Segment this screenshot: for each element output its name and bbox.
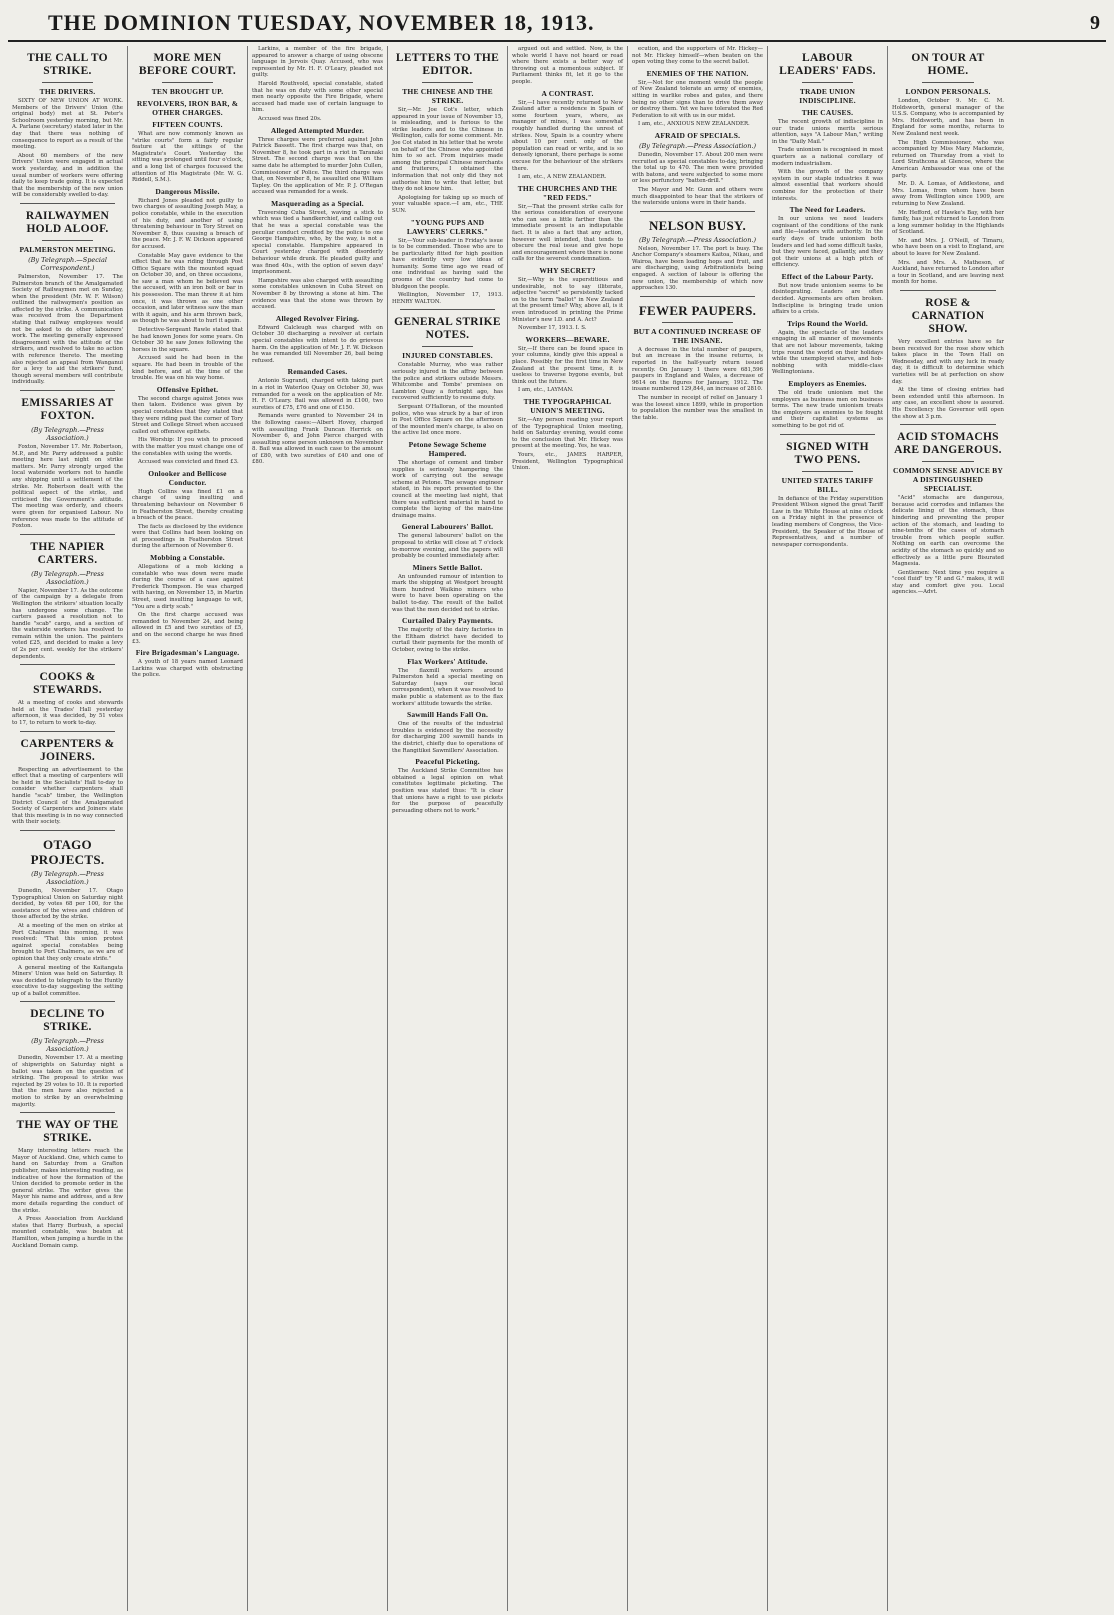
article-subheading: REVOLVERS, IRON BAR, & OTHER CHARGES. [136,99,239,117]
article-body [632,347,763,422]
paragraph: With the growth of the company system in our staple industries it was almost essential that workers should combine for the protection of their interests. [772,169,883,202]
column-rule [780,434,875,435]
masthead-title: THE DOMINION TUESDAY, NOVEMBER 18, 1913. [48,10,595,35]
column-6 [628,46,768,1611]
article [132,648,243,679]
paragraph: Richard Jones pleaded not guilty to two charges of assaulting Joseph May, a police constable, while in the execution of his duty, and another of using threatening behaviour in Tory Street on November 8, thus causing a breach of the peace. Mr. J. F. W. Dickson appeared for accused. [132,197,243,250]
article [132,553,243,645]
paragraph: On the first charge accused was remanded to November 24, and being allowed in £5 and two sureties of £5, and on the second charge he was fined £3. [132,612,243,645]
article-headline: DECLINE TO STRIKE. [30,1008,105,1034]
column-rule [640,296,755,297]
column-rule [20,390,115,391]
paragraph: Accused was fined 20s. [258,115,322,122]
headline-rule [162,82,213,83]
article [632,69,763,128]
paragraph: The majority of the dairy factories in the Eltham district have decided to curtail their payments for the month of October, owing to the strike. [392,627,503,654]
article [12,1001,123,1108]
article [512,266,623,332]
paragraph: Antonio Sugrandi, charged with taking part in a riot in Waterloo Quay on October 30, was remanded for a week on the application of Mr. H. F. O'Leary. Bail was allowed in £100, two sureties of £75, £76 and one of £150. [252,378,383,411]
article [392,657,503,708]
paragraph: Wellington, November 17, 1913. HENRY WALTON. [392,292,503,305]
article-body [512,346,623,394]
column-4 [388,46,508,1611]
article-body [132,131,243,184]
paragraph: Dunedin, November 17. Otago Typographical Union on Saturday night decided, by votes 68 per 100, for the assistance of the wives and children of those affected by the strike. [12,887,123,921]
paragraph: In our unions we need leaders cognisant of the conditions of the rank and file—leaders with authority. In the early days of trade unionism both leaders and led had some difficult tasks, but they were faced, gallantly, and they got their unions at a high pitch of efficiency. [772,216,883,269]
paragraph: Gentlemen: Next time you require a "cool fluid" try "P. and G." makes, it will stay and comfort give you. Local agencies.—Advt. [892,569,1004,596]
article-subheading: General Labourers' Ballot. [401,522,494,532]
article [512,397,623,472]
column-5 [508,46,628,1611]
article-headline: ACID STOMACHS ARE DANGEROUS. [894,431,1002,457]
paragraph: Constable Murray, who was rather seriously injured in the affray between the police and strikers outside Messrs. Whitcombe and Tombs' premises on Lambton Quay a fortnight ago, has recovered sufficiently to resume duty. [392,362,503,402]
column-rule [900,424,996,425]
article [392,440,503,519]
article-body [892,495,1004,596]
article [772,379,883,430]
article [252,126,383,196]
masthead [8,6,1106,42]
article-body [392,238,503,306]
article-body [252,137,383,196]
article [252,367,383,466]
article-subheading: THE DRIVERS. [39,87,96,96]
article-body [12,274,123,386]
headline-rule [422,82,473,83]
paragraph: Sir,—Not for one moment would the people of New Zealand tolerate an army of enemies, sitting in warlike robes and gates, and there being no other signs than to drive them away or destroy them. Yet we have tolerated the Red Federation to sit with us in our midst. [632,79,763,119]
paragraph: Nelson, November 17. The port is busy. The Anchor Company's steamers Kaitoa, Nikau, and Wairoa, have been loading hops and fruit, and are discharging, using Arbitrationists being engaged. A section of labour is offering the new union, the membership of which now approaches 130. [632,245,763,292]
column-rule [900,290,996,291]
article-body [772,496,883,549]
article-headline: GENERAL STRIKE NOTES. [394,316,501,342]
article-subheading: Offensive Epithet. [156,384,219,394]
paragraph: Accused was convicted and fined £3. [138,459,239,466]
article-subheading: Miners Settle Ballot. [412,562,483,572]
article-body [392,107,503,215]
paragraph: The shortage of cement and timber supplies is seriously hampering the work of carrying out the sewage scheme at Petone. The sewage engineer stated, in his report presented to the council at the meeting last night, that there was sufficient material in hand to complete the laying of the main-line drainage mains. [392,459,503,519]
article-headline: EMISSARIES AT FOXTON. [21,397,114,422]
article [392,757,503,814]
article-body [512,277,623,332]
article-headline: SIGNED WITH TWO PENS. [786,440,869,466]
article-subheading: BUT A CONTINUED INCREASE OF THE INSANE. [633,326,762,345]
headline-rule [922,461,974,462]
article-subheading: PALMERSTON MEETING. [19,244,116,254]
article-body [132,564,243,645]
article-subheading: TEN BROUGHT UP. [151,87,224,96]
article-byline: (By Telegraph.—Press Association.) [31,1037,104,1054]
article-subheading: Petone Sewage Scheme Hampered. [408,439,487,458]
paragraph: November 17, 1913. I. S. [518,325,587,332]
article-body [392,768,503,814]
paragraph: The second charge against Jones was then taken. Evidence was given by special constables that they stated that they were riding past the corner of Tory Street and College Street when accused called out offensive epithets. [132,395,243,435]
article-subheading: Peaceful Picketing. [415,757,480,767]
article [132,469,243,550]
paragraph: A decrease in the total number of paupers, but an increase in the insane returns, is reported in the half-yearly return issued recently. On January 1 there were 681,596 paupers in England and Wales, a decrease of 9614 on the figures for January, 1912. The insane numbered 129,844, an increase of 2810. [632,346,763,393]
paragraph: The Auckland Strike Committee has obtained a legal opinion on what constitutes legitimate picketing. The position was stated thus: "It is clear that unions have a right to use pickets for the purpose of peacefully persuading others not to work." [392,768,503,814]
article [12,830,123,998]
article-headline: MORE MEN BEFORE COURT. [138,52,237,77]
article [512,184,623,263]
article [392,309,503,437]
article-subheading: UNITED STATES TARIFF BILL. [781,475,874,494]
paragraph: Dunedin, November 17. About 200 men were recruited as special constables to-day, bringing the total up to 470. The men were provided with batons, and were subjected to some more or less perfunctory "batten-drill." [632,151,763,185]
article-subheading: AFRAID OF SPECIALS. [654,130,741,140]
article-subheading: Mobbing a Constable. [150,553,225,563]
article-body [132,396,243,466]
headline-rule [802,471,853,472]
article-body [772,330,883,376]
article [392,710,503,754]
article-body [772,390,883,430]
column-1 [8,46,128,1611]
article-subheading: Masquerading as a Special. [271,198,364,208]
article-headline: ON TOUR AT HOME. [911,52,985,77]
article-subheading: LONDON PERSONALS. [905,87,991,96]
article-body [392,533,503,559]
article [392,522,503,559]
paragraph: Sir,—Your sub-leader in Friday's issue is to be commended. Those who are to be particularly fitted for high position have evidently very low ideas of humanity. Some time ago we read of one individual as having said the grooms of the country had come to bludgeon the people. [392,237,503,290]
paragraph: I am, etc., A NEW ZEALANDER. [518,174,607,181]
article [772,272,883,316]
article-subheading: COMMON SENSE ADVICE BY A DISTINGUISHED SPECIALIST. [892,466,1004,494]
paragraph: The flaxmill workers around Palmerston held a special meeting on Saturday (says our local correspondent), when it was resolved to make public a statement as to the flax workers' attitude towards the strike. [392,667,503,707]
paragraph: One of the results of the industrial troubles is evidenced by the necessity for discharging 200 sawmill hands in the district, chiefly due to operations of the Rangitikei Sawmillers' Association. [392,721,503,754]
article [12,731,123,826]
column-rule [640,211,755,212]
paragraph: Detective-Sergeant Rawle stated that he had known Jones for some years. On October 30 he saw Jones following the horses in the square. [132,327,243,353]
article [772,434,883,549]
paragraph: Sir,—That the present strike calls for the serious consideration of everyone who can see a little farther than the immediate present is an indisputable fact. It is also a fact that any action, however well intended, that tends to obscure the real issue and give hope and encouragement where there is none calls for the severest condemnation. [512,203,623,263]
paragraph: Very excellent entries have so far been received for the rose show which takes place in the Town Hall on Wednesday, and with any luck in ready day, it is difficult to determine which varieties will be at perfection on show day. [892,339,1004,385]
article-headline: CARPENTERS & JOINERS. [20,737,115,763]
article-subheading: THE CHURCHES AND THE "RED FEDS." [517,183,618,202]
article-body [12,98,123,199]
article [12,534,123,661]
article [892,52,1004,286]
article [392,563,503,614]
paragraph: The old trade unionism met the employers as business men on business terms. The new trade unionism treats the employers as enemies to be fought and their capitalist systems as something to be got rid of. [772,390,883,429]
article-subheading: Effect of the Labour Party. [781,271,874,281]
article-subheading: THE TYPOGRAPHICAL UNION'S MEETING. [523,396,612,415]
paragraph: The Mayor and Mr. Gunn and others were much disappointed to hear that the strikers of the waterside unions were in their hands. [632,186,763,207]
article-subheading: The Need for Leaders. [789,205,866,215]
paragraph: Dunedin, November 17. At a meeting of shipwrights on Saturday night a ballot was taken on the question of striking. The proposal to strike was rejected by 29 votes to 10. It is reported that the men have also rejected a motion to strike by an overwhelming majority. [12,1055,123,1108]
paragraph: Hampshire was also charged with assaulting some constables unknown in Cuba Street on November 8 by throwing a stone at him. The evidence was that the stone was thrown by accused. [252,277,383,311]
paragraph: Three charges were preferred against John Patrick Bassett. The first charge was that, on November 8, he took part in a riot in Taranaki Street. The second charge was that on the same date he attempted to murder John Cullen, Commissioner of Police. The third charge was that, on November 8, he assaulted one William Tapley. On the application of Mr. P. J. O'Regan accused was remanded for a week. [252,136,383,196]
paragraph: At the time of closing entries had been extended until this afternoon. In any case, an excellent show is assured. His Excellency the Governor will open the show at 3 p.m. [892,387,1004,420]
paragraph: The general labourers' ballot on the proposal to strike will close at 7 o'clock to-morrow evening, and the papers will probably be counted immediately after. [392,533,503,560]
paragraph: Edward Calcleugh was charged with on October 30 discharging a revolver at certain special constables with intent to do grievous harm. On the application of Mr. J. F. W. Dickson he was remanded till November 26, bail being refused. [252,324,383,364]
paragraph: Mrs. and Mrs. A. Matheson, of Auckland, have returned to London after a tour in Scotland, and are leaving next month for home. [892,259,1004,286]
article-body [252,378,383,466]
article-headline: THE CALL TO STRIKE. [27,52,108,77]
article [772,319,883,376]
article-subheading: Alleged Revolver Firing. [275,313,360,323]
paragraph: Mr. and Mrs. J. O'Neill, of Timaru, who have been on a visit to England, are about to leave for New Zealand. [892,237,1004,258]
headline-rule [42,240,93,241]
article-body [392,668,503,708]
article [632,211,763,292]
paragraph: At a meeting of cooks and stewards held at the Trades' Hall yesterday afternoon, it was decided, by 51 votes to 17, to return to work to-day. [12,700,123,727]
paragraph: Mr. D. A. Lomas, of Addlestone, and Mrs. Lomas, from whom have been away from Wellington since 1909, are returning to New Zealand. [892,181,1004,207]
article-body [632,80,763,128]
article [12,390,123,530]
article-subheading: Employers as Enemies. [788,379,867,388]
article-body [392,574,503,614]
article-body [892,98,1004,286]
article [12,1112,123,1249]
article-subheading: Trips Round the World. [787,318,868,328]
article-subheading: TRADE UNION INDISCIPLINE. [799,87,856,105]
paragraph: In defiance of the Friday superstition President Wilson signed the great Tariff Law in the White House at nine o'clock on a Friday night in the presence of leading members of Congress, the Vice-President, the Speaker of the House of Representatives, and a number of newspaper correspondents. [772,495,883,548]
article-subheading: FIFTEEN COUNTS. [152,120,223,129]
paragraph: A youth of 18 years named Leonard Larkins was charged with obstructing the police. [132,659,243,679]
article-body [632,46,763,66]
article-body [512,417,623,472]
article [512,89,623,181]
paragraph: Trade unionism is recognised in most quarters as a national corollary of modern industrialism. [772,147,883,167]
article-subheading: WORKERS—BEWARE. [525,334,610,344]
paragraph: The recent growth of indiscipline in our trade unions merits serious attention, says "A Labour Man," writing in the "Daily Mail." [772,119,883,145]
article-body [632,152,763,207]
paragraph: Harold Routhvold, special constable, stated that he was on duty with some other special men nearly opposite the Fire Brigade, where accused had made use of certain language to him. [252,80,383,114]
paragraph: At a meeting of the men on strike at Port Chalmers this morning, it was resolved: "That this union protest against special constables being brought to Port Chalmers, as we are of opinion that they only create strife." [12,922,123,962]
article-body [12,888,123,998]
article-body [12,700,123,726]
article-headline: FEWER PAUPERS. [638,302,757,318]
paragraph: An unfounded rumour of intention to mark the shipping at Westport brought them hundred Waikino miners who were to have been operating on the ballot to-day. The result of the ballot was that the men decided not to strike. [392,573,503,613]
paragraph: argued out and settled. Now, is the whole world I have not heard or read where there exists a better way of throwing out a momentous subject. If Parliament thinks fit, let it go to the people. [512,46,623,85]
column-8 [888,46,1008,1611]
column-rule [20,534,115,535]
paragraph: Sir,—If there can be found space in your columns, kindly give this appeal a place. Possibly for the first time in New Zealand at the present time, it is useless to traverse bygone events, but think out the future. [512,345,623,385]
article-body [12,588,123,661]
paragraph: Respecting an advertisement to the effect that a meeting of carpenters will be held in the Socialists' Hall to-day to consider whether carpenters shall handle "scab" timber, the Wellington District Council of the Amalgamated Society of Carpenters and Joiners state that this meeting is in no way connected with their society. [12,766,123,826]
article-body [892,339,1004,420]
paragraph: Foxton, November 17. Mr. Robertson, M.P., and Mr. Parry addressed a public meeting here last night on strike matters. Mr. Parry strongly urged the local waterside workers not to handle any shipping until a settlement of the strike. Mr. Robertson dealt with the political aspect of the strike, and criticised the Government's attitude. The meeting was orderly, and cheers were given for organised Labour. No reference was made to the attitude of Foxton. [12,444,123,530]
paragraph: Apologising for taking up so much of your valuable space.—I am, etc., THE SUN. [392,194,503,214]
article [392,218,503,306]
columns [8,46,1106,1611]
paragraph: Sergeant O'Halloran, of the mounted police, who was struck by a bar of iron in Post Office Square on the afternoon of the mounted men's charge, is also on the active list once more. [392,404,503,437]
article [12,52,123,199]
paragraph: ecution, and the supporters of Mr. Hickey—not Mr. Hickey himself—when beaten on the open voting they come to the secret ballot. [632,46,763,66]
article-subheading: INJURED CONSTABLES. [402,351,493,361]
paragraph: Sir,—I have recently returned to New Zealand after a residence in Spain of some fourteen years, where, as manager of mines, I was somewhat roughly handled during the unrest of strikes. Now, Spain is a country where about 10 per cent. only of the population can read or write, and is so densely ignorant, there perhaps is some excuse for the behaviour of the strikers there. [512,99,623,172]
article-headline: ROSE & CARNATION SHOW. [911,297,985,336]
article-body [772,216,883,269]
article-body [132,489,243,550]
article [12,664,123,726]
paragraph: Yours, etc., JAMES HARPER, President, Wellington Typographical Union. [512,451,623,472]
paragraph: Again, the spectacle of the leaders engaging in all manner of movements that are not labour movements, taking trips round the world on their holidays while the unemployed starve, and hob-nobbing with middle-class Wellingtonians. [772,329,883,376]
article [892,424,1004,596]
article-headline: OTAGO PROJECTS. [30,836,105,867]
paragraph: A Press Association from Auckland states that Harry Burbush, a special mounted constable, was beaten at Hamilton, when jumping a hurdle in the Auckland Domain camp. [12,1216,123,1249]
article-byline: (By Telegraph.—Press Association.) [31,426,104,442]
paragraph: His Worship: If you wish to proceed with the matter you must change one of the constables with using the words. [132,437,243,457]
article-body [772,119,883,202]
headline-rule [662,322,733,323]
article-subheading: Onlooker and Bellicose Conductor. [148,468,227,487]
page-number: 9 [1090,11,1100,34]
paragraph: Constable May gave evidence to the effect that he was riding through Post Office Square with the mounted squad on October 30, and, on three occasions, he saw a man whom he believed was the accused, with an iron bolt or bar in his possession. The man threw it at him once, it was thrown as one other occasion, and later witness saw the man with it again, and his arm thrown back, as though he was about to hurl it again. [132,252,243,325]
article [512,46,623,86]
paragraph: What are now commonly known as "strike courts" form a fairly regular feature at the sittings of the Magistrate's Court. Yesterday the sitting was prolonged until four o'clock, and a long list of charges focussed the attention of His Magistrate (Mr. W. G. Riddell, S.M.). [132,131,243,184]
article-headline: NELSON BUSY. [648,217,747,233]
article [252,199,383,311]
article-byline: (By Telegraph.—Special Correspondent.) [28,255,107,272]
headline-rule [42,82,93,83]
article-body [512,46,623,86]
column-rule [20,830,115,831]
article [132,385,243,466]
article-body [392,721,503,754]
paragraph: A general meeting of the Kaitangata Miners' Union was held on Saturday. It was decided to telegraph to the Huntly executive to-day suggesting the setting up of a ballot committee. [12,964,123,997]
column-rule [20,1112,115,1113]
article-body [12,444,123,530]
article-body [772,283,883,316]
paragraph: I am, etc., LAYMAN. [518,387,574,394]
article [632,296,763,422]
article-body [12,767,123,826]
article-body [132,198,243,382]
article [632,46,763,66]
column-2 [128,46,248,1611]
column-rule [20,664,115,665]
article-subheading: THE CHINESE AND THE STRIKE. [402,87,493,105]
paragraph: The High Commissioner, who was accompanied by Miss Mary Mackenzie, returned on Thursday from a visit to Lord Strathcona at Glencoe, where the American Ambassador was one of the party. [892,139,1004,179]
headline-rule [922,82,974,83]
article [392,52,503,215]
article-subheading: Dangerous Missile. [155,186,220,196]
paragraph: Allegations of a mob kicking a constable who was down were made during the course of a case against Frederick Thompson. He was charged with having, on November 15, in Martin Street, used insulting language to wit, "You are a dirty scab." [132,564,243,610]
article-subheading: Remanded Cases. [287,367,348,377]
article-subheading: Curtailed Dairy Payments. [401,616,494,626]
article-byline: (By Telegraph.—Press Association.) [638,141,757,150]
column-rule [400,309,495,310]
article [892,290,1004,420]
paragraph: London, October 9. Mr. C. M. Holdsworth, general manager of the U.S.S. Company, who is accompanied by Mrs. Holdsworth, and has been in England for some months, returns to New Zealand next week. [892,98,1004,137]
article [772,205,883,269]
article-body [132,659,243,679]
article-subheading: A CONTRAST. [541,88,594,98]
article-body [252,210,383,311]
article-headline: RAILWAYMEN HOLD ALOOF. [25,209,110,235]
article-headline: LETTERS TO THE EDITOR. [395,52,500,77]
article-body [252,325,383,365]
article-body [632,246,763,292]
paragraph: Sir,—Mr. Joe Cot's letter, which appeared in your issue of November 15, is misleading, and is furious to the strike leaders and to the Chinese in Wellington, calls for some comment. Mr. Joe Cot stated in his letter that he wrote on behalf of the Chinese who appointed him to so act. From inquiries made among the principal Chinese merchants and fruiterers, I obtained the information that not only did they not authorise him to write that letter, but they do not know him. [392,107,503,193]
article [772,52,883,202]
article-headline: COOKS & STEWARDS. [33,671,102,697]
article-headline: THE WAY OF THE STRIKE. [16,1119,119,1145]
article-subheading: Sawmill Hands Fall On. [406,710,489,720]
paragraph: SIXTY OF NEW UNION AT WORK. Members of the Drivers' Union (the original body) met at St. Peter's Schoolroom yesterday morning, but Mr. A. Parlane (secretary) stated later in the day that there was nothing of consequence to report as a result of the meeting. [12,98,123,151]
paragraph: About 60 members of the new Drivers' Union were engaged in actual work yesterday, and in addition the usual number of workers were offering daily to keep trade going. It is expected that the membership of the new union will be considerably swelled to-day. [12,152,123,199]
column-rule [20,731,115,732]
article [132,52,243,184]
column-rule [20,203,115,204]
article [12,203,123,386]
paragraph: "Acid" stomachs are dangerous, because acid corrodes and inflames the delicate lining of the stomach, thus hindering and preventing the proper action of the stomach, and leading to nine-tenths of the cases of stomach trouble from which people suffer. Nothing on earth can overcome the acidity of the stomach so quickly and so effectively as a little pure Bisurated Magnesia. [892,495,1004,568]
article-headline: THE NAPIER CARTERS. [30,540,105,566]
headline-rule [802,82,853,83]
article [512,335,623,394]
article-body [392,460,503,519]
paragraph: Remands were granted to November 24 in the following cases:—Albert Hovey, charged with assaulting Frank Duncan Herrick on November 6, and John Pierce charged with assaulting some person unknown on November 8. Bail was allowed in each case to the amount of £80, with two sureties of £40 and one of £80. [252,413,383,466]
article-subheading: Fire Brigadesman's Language. [135,648,240,658]
article-headline: LABOUR LEADERS' FADS. [779,52,876,77]
paragraph: Many interesting letters reach the Mayor of Auckland. One, which came to hand on Saturday from a Grafton publisher, makes interesting reading, as indicative of how the formation of the Union decided to promote order in the general strike. The writer gives the Mayor his name and address, and a few more details regarding the conduct of the strike. [12,1148,123,1214]
column-3 [248,46,388,1611]
column-rule [20,1001,115,1002]
paragraph: Mr. Hefford, of Hawke's Bay, with her family, has just returned to London from a long summer holiday in the Highlands of Scotland. [892,209,1004,236]
article [132,187,243,382]
paragraph: Larkins, a member of the fire brigade, appeared to answer a charge of using obscene language in Jervois Quay. Accused, who was represented by Mr. H. F. O'Leary, pleaded not guilty. [252,46,383,79]
article-body [12,1148,123,1249]
paragraph: Hugh Collins was fined £1 on a charge of using insulting and threatening behaviour on November 6 in Featherston Street, thereby creating a breach of the peace. [132,488,243,522]
article-body [512,204,623,263]
headline-rule [422,346,473,347]
paragraph: The number in receipt of relief on January 1 was the lowest since 1899, while in proportion to population the number was the smallest in the table. [632,395,763,421]
article-subheading: WHY SECRET? [539,266,596,276]
column-7 [768,46,888,1611]
paragraph: I am, etc., ANXIOUS NEW ZEALANDER. [638,121,750,128]
paragraph: The facts as disclosed by the evidence were that Collins had been looking on at proceedings in Featherston Street during the afternoon of November 6. [132,523,243,550]
article-byline: (By Telegraph.—Press Association.) [638,235,757,244]
article-body [512,100,623,181]
article-byline: (By Telegraph.—Press Association.) [31,869,104,886]
article-body [12,1055,123,1108]
paragraph: Accused said he had been in the square. He had been in trouble of the kind before, and at the time of the trouble. He was on his way home. [132,355,243,382]
article-body [392,627,503,653]
article-body [392,362,503,437]
article [392,616,503,653]
paragraph: Sir,—Any person reading your report of the Typographical Union meeting, held on Saturday evening, would come to the conclusion that Mr. Hickey was present at the meeting. Yes, he was. [512,416,623,450]
article [252,46,383,123]
article-body [252,46,383,123]
paragraph: Sir,—Why is the superstitious and undesirable, not to say illiterate, adjective "secret" so persistently tacked on to the term "ballot" in New Zealand at the present time? Why, above all, is it even introduced in printing the Prime Minister's new I.D. and A. Act? [512,277,623,323]
article-subheading: Alleged Attempted Murder. [270,125,365,135]
article-byline: (By Telegraph.—Press Association.) [31,569,104,586]
article [632,131,763,207]
paragraph: Traversing Cuba Street, waving a stick to which was tied a handkerchief, and calling out that he was a special constable was the peculiar conduct credited by the police to one George Hampshire, who, by the way, is not a special constable. Hampshire appeared in Court yesterday charged with disorderly behaviour while drunk. He pleaded guilty and was fined 40s., with the option of seven days' imprisonment. [252,209,383,276]
paragraph: Palmerston, November 17. The Palmerston branch of the Amalgamated Society of Railwaymen met on Sunday, when the president (Mr. W. F. Wilson) outlined the railwaymen's position as affected by the strike. A communication was received from the Department stating that railway employees would not be asked to do other labourers' work. The meeting generally expressed disagreement with the attitude of the strikers, and resolved to take no action with reference thereto. The meeting also rejected an appeal from Wanganui for a levy to aid the strikers' fund, though several members will contribute individually. [12,273,123,386]
article-subheading: Flax Workers' Attitude. [407,656,488,666]
paragraph: But now trade unionism seems to be disintegrating. Leaders are often decided. Agreements are often broken. Indiscipline is bringing trade union affairs to a crisis. [772,282,883,316]
article [252,314,383,365]
paragraph: Napier, November 17. As the outcome of the campaign by a delegate from Wellington the strikers' situation locally has undergone some change. The carters passed a resolution not to handle "scab" cargo, and a section of the waterside workers has resolved to remain within the union. The painters voted £25, and decided to make a levy of 2s per cent. weekly for the strikers' dependents. [12,587,123,660]
article-subheading: THE CAUSES. [801,108,854,117]
article-subheading: "YOUNG PUPS AND LAWYERS' CLERKS." [406,217,489,236]
article-subheading: ENEMIES OF THE NATION. [646,68,749,78]
